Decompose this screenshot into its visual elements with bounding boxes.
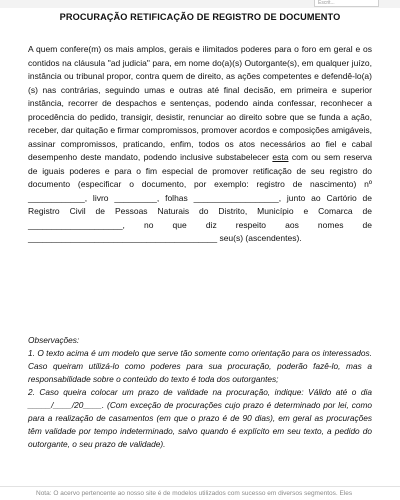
body-underlined-word: esta [272,152,289,162]
brand-label: Escrit... [314,0,379,7]
observations-section [28,334,372,451]
observation-item-2: 2. Caso queira colocar um prazo de validade na procuração, indique: Válido até o dia _____/____/20____. (Com exceção de procurações cujo prazo é determinado por lei, como para a realização de casamentos (em que o prazo é de 90 dias), em geral as procurações têm validade por tempo indeterminado, salvo quando é explícito em seu texto, a pedido do outorgante, o seu prazo de validade). [28,387,372,449]
observation-item-1: 1. O texto acima é um modelo que serve tão somente como orientação para os interessados. Caso queiram utilizá-lo como poderes para sua procuração, poderão fazê-lo, mas a responsabilidade sobre o conteúdo do texto é toda dos outorgantes; [28,348,372,384]
document-title: PROCURAÇÃO RETIFICAÇÃO DE REGISTRO DE DOCUMENTO [59,12,341,22]
body-text-part2: com ou sem reserva de iguais poderes e para o fim especial de promover retificação de seu registro do documento (especificar o documento, por exemplo: registro de nascimento) nº ____________, livro _________, folhas __________________, junto ao Cartório de Registro Civil de Pessoas Naturais do Distrito, Município e Comarca de ____________________, no que diz respeito aos nomes de ________________________________________ seu(s) (ascendentes). [28,152,372,243]
footer-divider [0,486,400,487]
document-body [28,43,372,246]
footer-note: Nota: O acervo pertencente ao nosso site é de modelos utilizados com sucesso em diversos segmentos. Eles [36,490,353,497]
body-text-part1: A quem confere(m) os mais amplos, gerais e ilimitados poderes para o foro em geral e os contidos na cláusula "ad judicia" para, em nome do(a)(s) Outorgante(s), em qualquer juízo, instância ou tribunal propor, contra quem de direito, as ações competentes e defendê-lo(a)(s) nas contrárias, seguindo umas e outras até final decisão, em primeira e superior instância, recorrer de despachos e sentenças, podendo ainda confessar, reconhecer a procedência do pedido, transigir, desistir, renunciar ao direito sobre que se funda a ação, receber, dar quitação e firmar compromissos, promover acordos e composições amigáveis, assinar compromissos, praticando, enfim, todos os atos necessários ao fiel e cabal desempenho deste mandato, podendo inclusive substabelecer [28,44,372,162]
observations-heading: Observações: [28,335,80,345]
body-paragraph [28,43,372,246]
